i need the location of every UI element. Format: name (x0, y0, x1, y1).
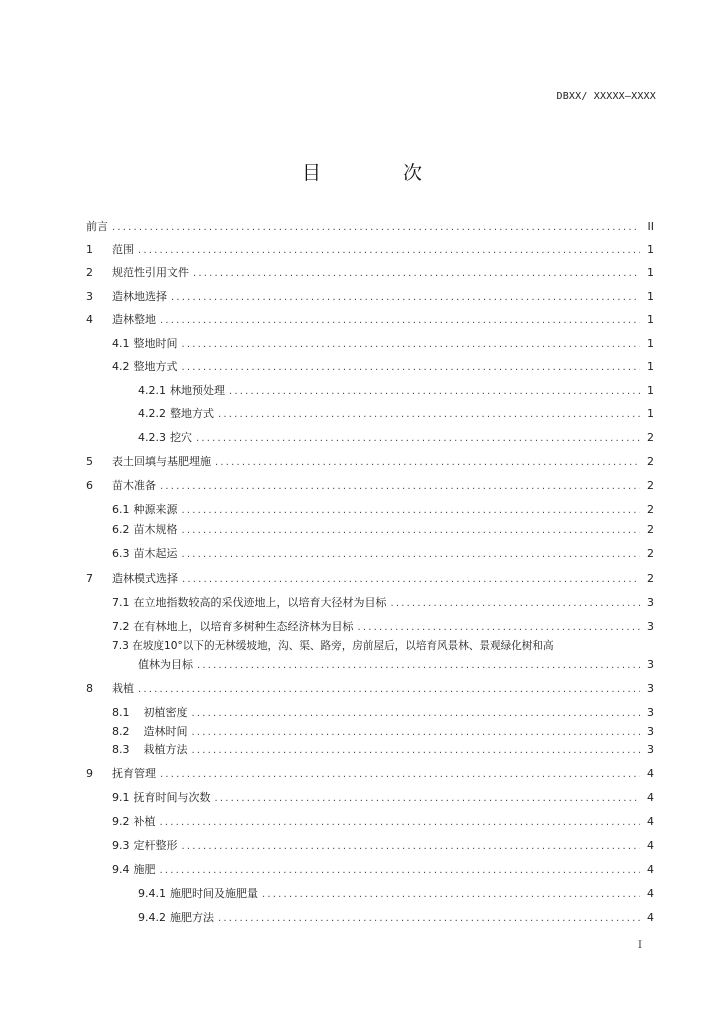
toc-entry-6-3[interactable] (112, 545, 654, 563)
toc-entry-9-3[interactable] (112, 837, 654, 855)
toc-entry-1[interactable] (86, 241, 654, 259)
toc-entry-text: 初植密度 (143, 706, 188, 719)
toc-entry-page: 2 (647, 431, 654, 444)
toc-entry-number: 4 (86, 313, 93, 326)
toc-entry-number: 9.3 (112, 839, 130, 852)
toc-entry-page: 3 (647, 620, 654, 633)
toc-entry-page: 1 (647, 313, 654, 326)
toc-entry-text: 定杆整形 (133, 839, 178, 852)
toc-entry-page: 1 (647, 266, 654, 279)
toc-entry-text: 栽植方法 (143, 743, 188, 756)
toc-entry-9-4-1[interactable] (138, 885, 654, 903)
toc-entry-7-2[interactable] (112, 618, 654, 636)
toc-entry-4-2-1[interactable] (138, 382, 654, 400)
toc-entry-page: 1 (647, 407, 654, 420)
toc-entry-4[interactable] (86, 311, 654, 329)
document-code: DBXX/ XXXXX—XXXX (556, 91, 656, 102)
toc-entry-text: 林地预处理 (170, 384, 225, 397)
toc-entry-text: 抚育管理 (112, 767, 156, 780)
toc-entry-8-2[interactable] (112, 723, 654, 741)
toc-entry-4-2-2[interactable] (138, 405, 654, 423)
toc-entry-number: 5 (86, 455, 93, 468)
toc-entry-page: 2 (647, 572, 654, 585)
page-number: I (638, 940, 642, 951)
toc-entry-number: 9.4.2 (138, 911, 166, 924)
toc-entry-page: 1 (647, 384, 654, 397)
toc-entry-text: 苗木准备 (112, 479, 156, 492)
toc-entry-page: 4 (647, 863, 654, 876)
toc-entry-text: 值林为目标 (138, 658, 193, 671)
toc-entry-page: 3 (647, 658, 654, 671)
toc-entry-8-1[interactable] (112, 704, 654, 722)
toc-entry-preface[interactable] (86, 218, 654, 236)
toc-entry-number: 4.2.3 (138, 431, 166, 444)
toc-entry-7[interactable] (86, 570, 654, 588)
toc-entry-number: 1 (86, 243, 93, 256)
toc-entry-number: 9.4 (112, 863, 130, 876)
toc-entry-7-3-continued[interactable] (138, 656, 654, 674)
toc-entry-number: 9.2 (112, 815, 130, 828)
toc-entry-6-2[interactable] (112, 521, 654, 539)
toc-entry-page: 3 (647, 682, 654, 695)
toc-entry-number: 6 (86, 479, 93, 492)
toc-entry-number: 8 (86, 682, 93, 695)
toc-entry-text: 施肥方法 (170, 911, 214, 924)
toc-entry-number: 9 (86, 767, 93, 780)
toc-entry-page: 4 (647, 767, 654, 780)
toc-entry-number: 9.1 (112, 791, 130, 804)
toc-entry-number: 4.2.1 (138, 384, 166, 397)
toc-entry-text: 在有林地上，以培育多树种生态经济林为目标 (133, 620, 354, 633)
toc-entry-number: 6.3 (112, 547, 130, 560)
toc-entry-9-4[interactable] (112, 861, 654, 879)
toc-entry-text: 表土回填与基肥埋施 (112, 455, 211, 468)
toc-entry-page: 1 (647, 337, 654, 350)
toc-entry-text: 前言 (86, 220, 108, 233)
toc-entry-number: 4.1 (112, 337, 130, 350)
toc-entry-9-2[interactable] (112, 813, 654, 831)
toc-entry-4-1[interactable] (112, 335, 654, 353)
toc-entry-page: 2 (647, 547, 654, 560)
toc-entry-5[interactable] (86, 453, 654, 471)
toc-entry-number: 7.3 (112, 640, 129, 652)
toc-entry-page: 1 (647, 290, 654, 303)
toc-entry-page: 4 (647, 887, 654, 900)
toc-entry-text: 造林时间 (143, 725, 188, 738)
toc-entry-8[interactable] (86, 680, 654, 698)
toc-entry-page: 1 (647, 360, 654, 373)
toc-entry-text: 造林模式选择 (112, 572, 178, 585)
toc-entry-4-2[interactable] (112, 358, 654, 376)
toc-entry-number: 7.2 (112, 620, 130, 633)
toc-entry-9-1[interactable] (112, 789, 654, 807)
toc-entry-text: 造林地选择 (112, 290, 167, 303)
toc-entry-page: 2 (647, 503, 654, 516)
toc-entry-text: 造林整地 (112, 313, 156, 326)
toc-entry-page: 2 (647, 455, 654, 468)
toc-entry-page: 4 (647, 791, 654, 804)
toc-entry-page: II (647, 220, 654, 233)
toc-entry-7-1[interactable] (112, 594, 654, 612)
toc-entry-text: 范围 (112, 243, 134, 256)
toc-entry-text: 抚育时间与次数 (133, 791, 211, 804)
toc-entry-text: 栽植 (112, 682, 134, 695)
toc-entry-text: 整地方式 (170, 407, 214, 420)
toc-entry-text: 整地时间 (133, 337, 178, 350)
toc-entry-number: 2 (86, 266, 93, 279)
toc-entry-number: 8.3 (112, 743, 130, 756)
toc-entry-9-4-2[interactable] (138, 909, 654, 927)
toc-entry-8-3[interactable] (112, 741, 654, 759)
toc-entry-text: 规范性引用文件 (112, 266, 189, 279)
toc-entry-3[interactable] (86, 288, 654, 306)
toc-entry-page: 3 (647, 596, 654, 609)
toc-entry-text: 施肥 (133, 863, 156, 876)
toc-entry-number: 6.1 (112, 503, 130, 516)
toc-entry-number: 4.2 (112, 360, 130, 373)
toc-entry-text: 苗木起运 (133, 547, 178, 560)
toc-entry-number: 8.2 (112, 725, 130, 738)
toc-entry-text: 整地方式 (133, 360, 178, 373)
toc-entry-page: 4 (647, 911, 654, 924)
toc-entry-text: 在立地指数较高的采伐迹地上，以培育大径材为目标 (133, 596, 387, 609)
toc-title: 目 次 (301, 162, 461, 184)
toc-entry-page: 4 (647, 815, 654, 828)
toc-entry-page: 3 (647, 725, 654, 738)
toc-entry-6[interactable] (86, 477, 654, 495)
toc-entry-text: 施肥时间及施肥量 (170, 887, 258, 900)
toc-entry-page: 1 (647, 243, 654, 256)
toc-entry-page: 2 (647, 523, 654, 536)
toc-entry-text: 种源来源 (133, 503, 178, 516)
toc-entry-text: 挖穴 (170, 431, 192, 444)
toc-entry-number: 4.2.2 (138, 407, 166, 420)
toc-entry-number: 7.1 (112, 596, 130, 609)
toc-entry-page: 3 (647, 706, 654, 719)
toc-entry-9[interactable] (86, 765, 654, 783)
toc-entry-text: 在坡度10°以下的无林缓坡地，沟、渠、路旁，房前屋后，以培育风景林、景观绿化树和高 (132, 640, 554, 652)
toc-entry-4-2-3[interactable] (138, 429, 654, 447)
toc-entry-6-1[interactable] (112, 501, 654, 519)
toc-entry-2[interactable] (86, 264, 654, 282)
toc-entry-number: 7 (86, 572, 93, 585)
toc-entry-page: 3 (647, 743, 654, 756)
toc-entry-number: 8.1 (112, 706, 130, 719)
toc-entry-7-3[interactable] (112, 638, 654, 653)
toc-entry-number: 6.2 (112, 523, 130, 536)
toc-entry-number: 3 (86, 290, 93, 303)
toc-entry-number: 9.4.1 (138, 887, 166, 900)
toc-entry-page: 2 (647, 479, 654, 492)
toc-entry-text: 补植 (133, 815, 156, 828)
toc-entry-page: 4 (647, 839, 654, 852)
toc-entry-text: 苗木规格 (133, 523, 178, 536)
